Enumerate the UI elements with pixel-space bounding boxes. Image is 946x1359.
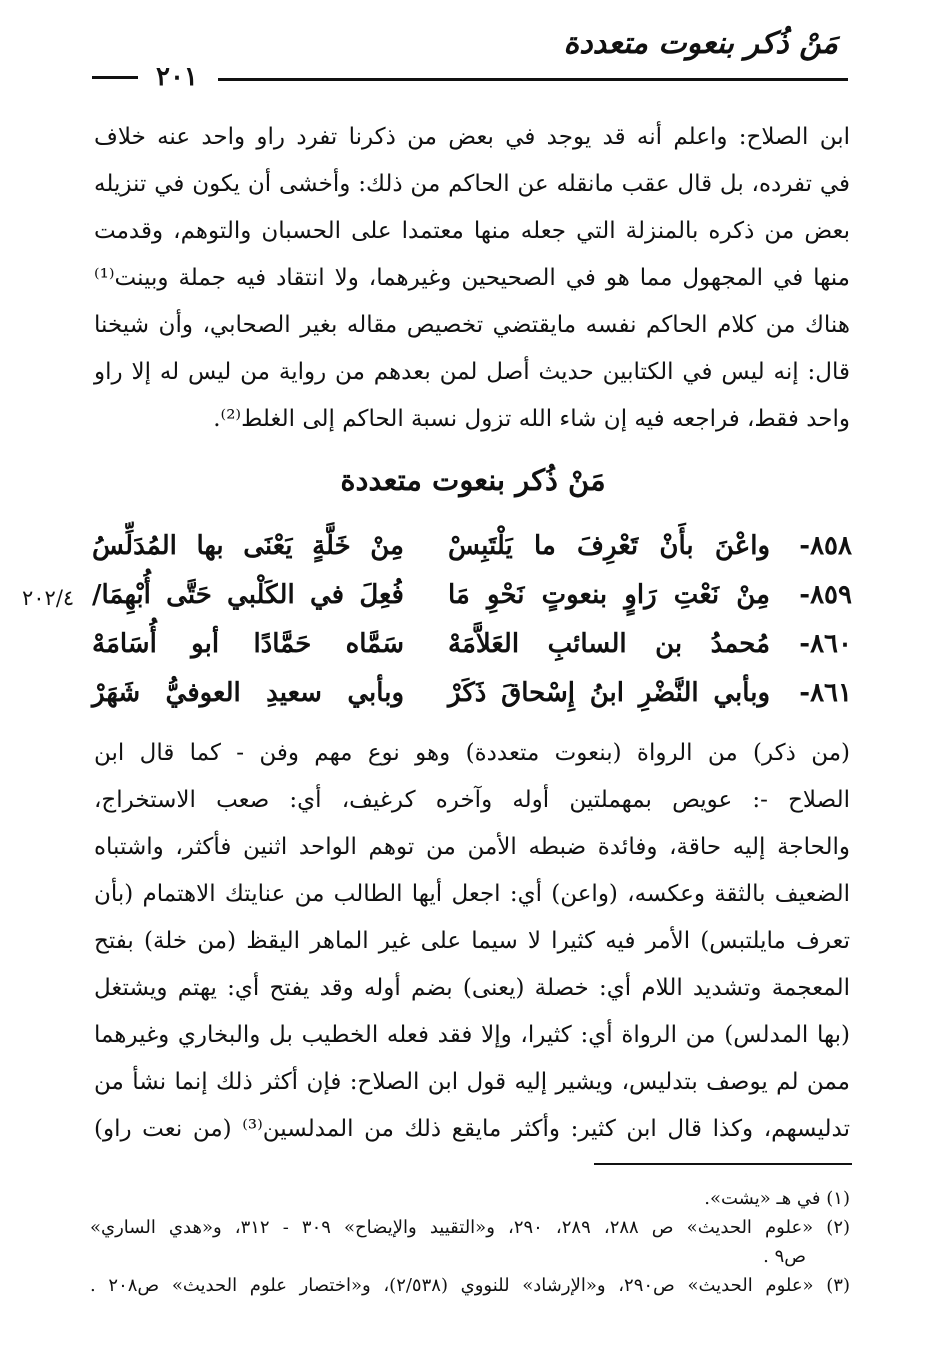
text-line: والحاجة إليه حاقة، وفائدة ضبطه الأمن من توهم الواحد اثنين فأكثر، واشتباه — [94, 834, 850, 860]
text-line: (من ذكر) من الرواة (بنعوت متعددة) وهو نوع مهم وفن - كما قال ابن — [94, 740, 850, 766]
page-number-area — [92, 62, 210, 92]
verse-first-hemistich: وبأبي النَّضْرِ ابنُ إِسْحاقَ ذَكَرْ — [448, 678, 770, 708]
footnote: (٢) «علوم الحديث» ص ٢٨٨، ٢٨٩، ٢٩٠، و«التقييد والإيضاح» ٣٠٩ - ٣١٢، و«هدي الساري» — [90, 1217, 851, 1238]
paragraph-2 — [94, 730, 850, 1153]
verse-block — [92, 522, 852, 718]
text-line: منها في المجهول مما هو في الصحيحين وغيرهما، ولا انتقاد فيه جملة وبينت⁽¹⁾ — [94, 265, 850, 291]
verse-line — [92, 522, 852, 571]
text-line: (بها المدلس) من الرواة أي: كثيرا، وإلا فقد فعله الخطيب بل والبخاري وغيرهما — [94, 1022, 850, 1048]
verse-second-hemistich: مِنْ خَلَّةٍ يَعْنَى بها المُدَلِّسُ — [92, 531, 404, 561]
text-line: هناك من كلام الحاكم نفسه مايقتضي تخصيص مقاله بغير الصحابي، وأن شيخنا — [94, 312, 850, 338]
text-line: ابن الصلاح: واعلم أنه قد يوجد في بعض من ذكرنا تفرد راو واحد عنه خلاف — [94, 124, 850, 150]
footnotes — [90, 1184, 850, 1300]
footnote-separator — [594, 1163, 852, 1165]
footnote-continuation: ص٩ . — [763, 1246, 806, 1267]
verse-first-hemistich: مِنْ نَعْتِ رَاوٍ بنعوتٍ نَحْوِ مَا — [448, 580, 770, 610]
text-line: واحد فقط، فراجعه فيه إن شاء الله تزول نسبة الحاكم إلى الغلط⁽²⁾. — [213, 406, 850, 432]
verse-first-hemistich: واعْنَ بأَنْ تَعْرِفَ ما يَلْتَبِسْ — [448, 531, 770, 561]
text-line: تعرف مايلتبس) الأمر فيه كثيرا لا سيما على غير الماهر اليقظ (من خلة) بفتح — [94, 928, 850, 954]
margin-reference: ٢٠٢/٤ — [22, 586, 75, 610]
verse-second-hemistich: فُعِلَ في الكَلْبي حَتَّى أُبْهِمَا/ — [92, 580, 404, 610]
text-line: في تفرده، بل قال عقب مانقله عن الحاكم من ذلك: وأخشى أن يكون في تنزيله — [94, 171, 850, 197]
page-number-rule — [92, 76, 138, 79]
text-line: تدليسهم، وكذا قال ابن كثير: وأكثر مايقع ذلك من المدلسين⁽³⁾ (من نعت راو) — [94, 1116, 850, 1142]
verse-number: ٨٥٩- — [799, 580, 852, 610]
verse-second-hemistich: وبأبي سعيدِ العوفيُّ شَهَرْ — [92, 678, 404, 708]
paragraph-1 — [94, 114, 850, 443]
header-rule — [218, 78, 848, 81]
verse-line — [92, 669, 852, 718]
text-line: ممن لم يوصف بتدليس، ويشير إليه قول ابن الصلاح: فإن أكثر ذلك إنما نشأ من — [94, 1069, 850, 1095]
text-line: المعجمة وتشديد اللام أي: خصلة (يعنى) بضم أوله وقد يفتح أي: يهتم ويشتغل — [94, 975, 850, 1001]
verse-line — [92, 620, 852, 669]
verse-second-hemistich: سَمَّاه حَمَّادًا أبو أُسَامَهْ — [92, 629, 404, 659]
text-line: بعض من ذكره بالمنزلة التي جعله منها معتمدا على الحسبان والتوهم، وقدمت — [94, 218, 850, 244]
text-line: الصلاح -: عويص بمهملتين أوله وآخره كرغيف، أي: صعب الاستخراج، — [94, 787, 850, 813]
verse-number: ٨٦١- — [799, 678, 852, 708]
footnote: (٣) «علوم الحديث» ص٢٩٠، و«الإرشاد» للنووي (٢/٥٣٨)، و«اختصار علوم الحديث» ص٢٠٨ . — [90, 1275, 850, 1296]
verse-number: ٨٥٨- — [799, 531, 852, 561]
text-line: الضعيف بالثقة وعكسه، (واعن) أي: اجعل أيها الطالب من عنايتك الاهتمام (بأن — [94, 881, 850, 907]
running-title: مَنْ ذُكر بنعوت متعددة — [563, 26, 838, 61]
page-number: ٢٠١ — [156, 62, 198, 92]
text-line: قال: إنه ليس في الكتابين حديث أصل لمن بعدهم من رواية من ليس له إلا راو — [94, 359, 850, 385]
footnote: (١) في هـ «يشت». — [704, 1188, 850, 1209]
verse-number: ٨٦٠- — [799, 629, 852, 659]
verse-line — [92, 571, 852, 620]
section-heading: مَنْ ذُكر بنعوت متعددة — [340, 463, 606, 497]
verse-first-hemistich: مُحمدُ بن السائبِ العَلاَّمَهْ — [448, 629, 770, 659]
